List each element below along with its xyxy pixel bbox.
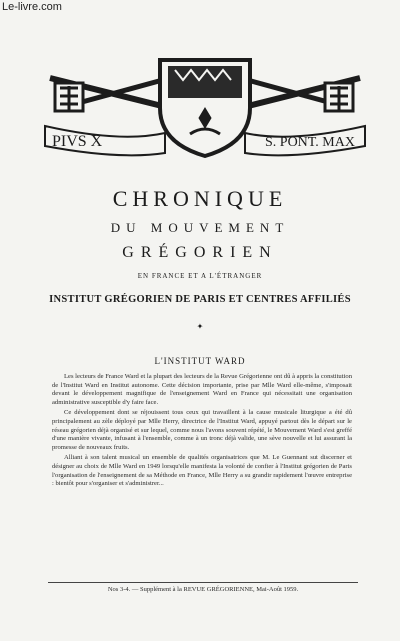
subtitle-france: EN FRANCE ET A L'ÉTRANGER	[137, 272, 263, 280]
title-gregorien: GRÉGORIEN	[122, 244, 278, 261]
paragraph: Les lecteurs de France Ward et la plupart des lecteurs de la Revue Grégorienne ont dû à appris la constitution de l'Institut Ward en Institut autonome. Cette décision importante, prise par Mlle Ward elle-même, s'imposait devant le développement magnifique de l'enseignement Ward en France qui nécessitait une organisation administrative susceptible d'y faire face.	[52, 373, 352, 406]
paragraph: Alliant à son talent musical un ensemble de qualités organisatrices que M. Le Guennant sut discerner et désigner au choix de Mlle Ward en 1949 lorsqu'elle manifesta la volonté de confier à l'Institut grégorien de Paris l'organisation de l'enseignement de sa Méthode en France, Mlle Herry a su grandir rapidement l'œuvre entreprise : bientôt pour s'organiser et s'administrer...	[52, 454, 352, 488]
motto-right: S. PONT. MAX	[265, 135, 355, 150]
subtitle-institut: INSTITUT GRÉGORIEN DE PARIS ET CENTRES AFFILIÉS	[49, 294, 351, 305]
watermark: Le-livre.com	[2, 1, 62, 13]
paragraph: Ce développement dont se réjouissent tous ceux qui travaillent à la cause musicale liturgique a été dû principalement au zèle déployé par Mlle Herry, directrice de l'Institut Ward, appuyé partout dès le départ sur le réseau grégorien déjà organisé et sur lequel, comme nous l'avons souvent répété, le Mouvement Ward s'est greffé d'une manière vivante, infusant à l'ensemble, comme à un tronc déjà valide, une sève nouvelle et lui assurant la promesse de nouveaux fruits.	[52, 409, 352, 451]
motto-left: PIVS X	[52, 133, 103, 150]
body-text	[52, 373, 352, 491]
title-mouvement: DU MOUVEMENT	[110, 220, 290, 235]
section-heading: L'INSTITUT WARD	[154, 356, 246, 366]
papal-emblem	[40, 48, 370, 158]
footer-note: Nos 3-4. — Supplément à la REVUE GRÉGORIENNE, Mai-Août 1959.	[48, 582, 358, 593]
title-chronique: CHRONIQUE	[112, 186, 288, 211]
separator-star: ✦	[196, 322, 204, 331]
